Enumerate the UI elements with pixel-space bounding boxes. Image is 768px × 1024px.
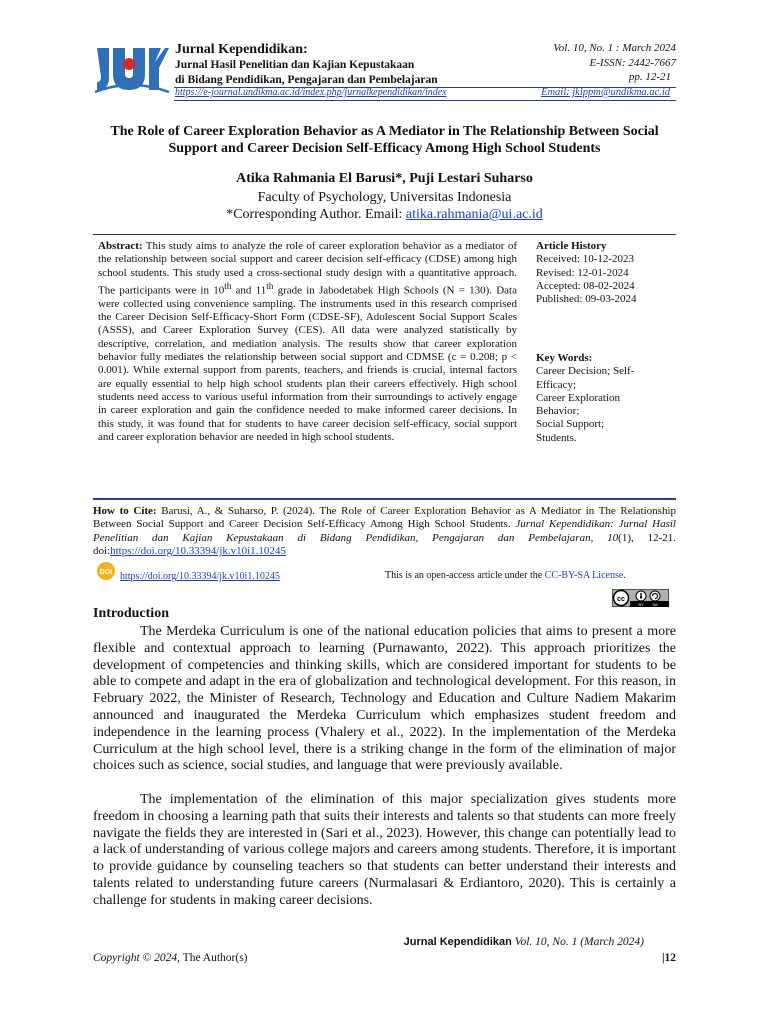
abstract-sup-1: th xyxy=(224,280,232,291)
cite-issue: (1), 12-21. doi: xyxy=(93,531,676,558)
open-access-text: This is an open-access article under the xyxy=(385,570,545,581)
abstract-label: Abstract: xyxy=(98,240,143,252)
abstract-text-3: grade in Jabodetabek High Schools (N = 130). Data were collected using convenience sampling. The instruments used in this research comprised the Career Decision Self-Efficacy-Short Form (CDSE-SF), Adolescent Social Support Scales (ASSS), and Career Exploration Survey (CES). All data were analyzed statistically by descriptive, correlation, and mediation analysis. The results show that career exploration behavior fully mediates the relationship between social support and CDMSE (c = 0.208; p < 0.001). While external support from parents, teachers, and friends is crucial, internal factors are equally essential to help high school students plan their careers effectively. High school students need access to various useful information from their surroundings to actively engage in career exploration and gain the confidence needed to make informed career decisions. In this study, it was found that for students to have career decision self-efficacy, social support and career exploration behavior are needed in high school students. xyxy=(98,284,517,443)
keywords xyxy=(536,352,666,445)
footer-volume: Vol. 10, No. 1 (March 2024) xyxy=(511,936,644,948)
issn: E-ISSN: 2442-7667 xyxy=(589,57,676,69)
journal-name: Jurnal Kependidikan: xyxy=(175,42,308,57)
abstract xyxy=(98,240,517,444)
doi-icon-text: DOI xyxy=(99,569,113,576)
cite-doi-link[interactable]: https://doi.org/10.33394/jk.v10i1.10245 xyxy=(110,545,286,558)
header-rule-bottom xyxy=(174,100,676,101)
keywords-label: Key Words: xyxy=(536,352,593,364)
keyword-item: Career Decision; Self-Efficacy; xyxy=(536,365,635,391)
doi-link[interactable]: https://doi.org/10.33394/jk.v10i1.10245 xyxy=(120,571,280,582)
journal-subtitle-2: di Bidang Pendidikan, Pengajaran dan Pembelajaran xyxy=(175,74,438,86)
doi-icon xyxy=(97,562,115,580)
history-published: Published: 09-03-2024 xyxy=(536,293,637,306)
how-to-cite xyxy=(93,505,676,559)
abstract-text-1: This study aims to analyze the role of career exploration behavior as a mediator of the relationship between social support and career decision self-efficacy (CDSE) among high school students. This study used a cross-sectional study design with a quantitative approach. The participants were in 10 xyxy=(98,240,517,297)
cite-label: How to Cite: xyxy=(93,505,157,517)
journal-subtitle-1: Jurnal Hasil Penelitian dan Kajian Kepustakaan xyxy=(175,59,415,71)
copyright xyxy=(93,952,248,964)
abstract-text-2: and 11 xyxy=(231,284,267,297)
corresponding-email-link[interactable]: atika.rahmania@ui.ac.id xyxy=(405,207,543,222)
history-label: Article History xyxy=(536,240,607,252)
affiliation: Faculty of Psychology, Universitas Indonesia xyxy=(257,190,512,205)
article-history xyxy=(536,240,676,306)
journal-logo xyxy=(93,42,171,94)
cite-text: Barusi, A., & Suharso, P. (2024). The Role of Career Exploration Behavior as A Mediator in The Relationship Between Social Support and Career Decision Self-Efficacy Among High School Students. xyxy=(93,505,677,531)
section-heading-introduction: Introduction xyxy=(93,606,169,621)
page-number: |12 xyxy=(661,952,676,964)
cc-by-sa-badge-icon[interactable] xyxy=(612,589,669,607)
paragraph-1: The Merdeka Curriculum is one of the national education policies that aims to present a more flexible and contextual approach to learning (Purnawanto, 2022). This approach prioritizes the development of competencies and thinking skills, which are considered important for students to be able to compete and adapt in the era of globalization and technological development. For this reason, in February 2022, the Minister of Research, Technology and Education and Culture Nadiem Makarim announced and inaugurated the Merdeka Curriculum which emphasizes student freedom and independence in the learning process (Vhalery et al., 2022). In the implementation of the Merdeka Curriculum at the high school level, there is a striking change in the form of the elimination of major choices such as science, social studies, and language that were previously available. xyxy=(93,624,676,774)
open-access-note xyxy=(385,570,626,581)
article-title: The Role of Career Exploration Behavior as A Mediator in The Relationship Between Social Support and Career Decision Self-Efficacy Among High School Students xyxy=(110,124,659,156)
page-range: pp. 12-21 xyxy=(628,71,671,83)
history-accepted: Accepted: 08-02-2024 xyxy=(536,279,635,292)
paragraph-2: The implementation of the elimination of this major specialization gives students more freedom in choosing a learning path that suits their interests and talents so that students can more freely navigate the fields they are interested in (Sari et al., 2023). However, this change can potentially lead to a lack of understanding of various college majors and careers among students. Therefore, it is important to provide guidance by counseling teachers so that students can better understand their interests and talents related to understanding future careers (Nurmalasari & Erdiantoro, 2020). This is certainly a challenge for students in making career decisions. xyxy=(93,792,676,908)
footer-journal xyxy=(404,936,644,948)
volume-info: Vol. 10, No. 1 : March 2024 xyxy=(553,42,676,54)
svg-text:SA: SA xyxy=(652,602,658,607)
corresponding-author xyxy=(93,207,676,223)
svg-text:cc: cc xyxy=(617,596,625,603)
cite-journal: Jurnal Kependidikan: Jurnal Hasil Penelitian dan Kajian Kepustakaan di Bidang Pendidikan, Pengajaran dan Pembelajaran, 10 xyxy=(93,518,676,544)
journal-url-link[interactable]: https://e-journal.undikma.ac.id/index.php/jurnalkependidikan/index xyxy=(175,87,447,98)
corresponding-label: *Corresponding Author. Email: xyxy=(226,207,406,222)
copyright-year: 2024, xyxy=(154,952,181,964)
keyword-item: Career Exploration Behavior; xyxy=(536,391,620,418)
journal-email-link[interactable]: Email: jklppm@undikma.ac.id xyxy=(541,87,670,98)
copyright-suffix: The Author(s) xyxy=(180,952,248,964)
keyword-item: Social Support; xyxy=(536,418,605,431)
license-period: . xyxy=(623,570,626,581)
abstract-sup-2: th xyxy=(266,280,274,291)
svg-text:BY: BY xyxy=(638,602,644,607)
history-received: Received: 10-12-2023 xyxy=(536,253,635,266)
license-link[interactable]: CC-BY-SA License xyxy=(544,570,624,581)
keyword-item: Students. xyxy=(536,431,577,444)
footer-journal-name: Jurnal Kependidikan xyxy=(403,936,512,948)
copyright-prefix: Copyright © xyxy=(93,952,155,964)
authors: Atika Rahmania El Barusi*, Puji Lestari Suharso xyxy=(236,171,533,186)
history-revised: Revised: 12-01-2024 xyxy=(536,266,629,279)
